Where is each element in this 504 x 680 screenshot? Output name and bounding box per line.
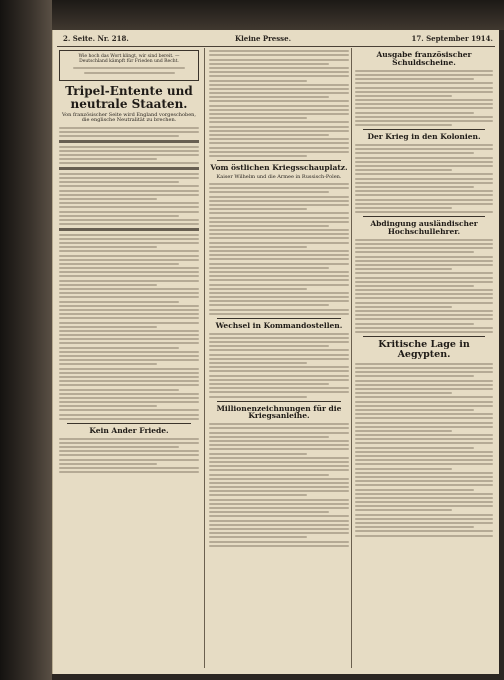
headline-oestlicher-kriegsschauplatz: Vom östlichen Kriegsschauplatz. [210,162,348,172]
article-body-7 [355,70,493,126]
subhead-kaiser-wilhelm: Kaiser Wilhelm und die Armee in Russisch-Polen. [216,173,342,180]
headline-aegypten: Kritische Lage in Aegypten. [378,338,470,360]
article-body-10 [355,363,493,537]
poem-box [59,50,199,81]
headline-millionenzeichnungen: Millionenzeichnungen für die Kriegsanleihe. [216,403,342,421]
article-body-5 [209,333,349,398]
column-2 [209,48,349,668]
paper-title: Kleine Presse. [235,34,292,43]
poem-box-text: Wie hoch das Wort klingt, wir sind bereit. — Deutschland kämpft für Frieden und Recht. [78,54,180,64]
article-body-4 [209,183,349,315]
masthead-rule [57,46,495,47]
article-body-8 [355,144,493,213]
article-body-6 [209,423,349,546]
article-body-2 [59,438,199,474]
scan-top-edge [52,0,504,30]
article-body-9 [355,239,493,333]
column-rule-2 [351,48,352,668]
column-1 [59,48,199,668]
headline-tripel-entente: Tripel-Entente und neutrale Staaten. [65,84,193,111]
issue-date: 17. September 1914. [411,34,493,43]
subhead-tripel-entente: Von französischer Seite wird England vorgeschoben, die englische Neutralität zu brechen. [62,112,196,124]
scan-binding-edge [0,0,52,680]
headline-hochschullehrer: Abdingung ausländischer Hochschullehrer. [370,219,478,236]
newspaper-page [52,30,499,674]
column-3 [355,48,493,668]
masthead [59,34,493,46]
headline-kein-ander-friede: Kein Ander Friede. [89,425,169,435]
article-body-3 [209,50,349,157]
article-body-1 [59,127,199,420]
page-number: 2. Seite. Nr. 218. [63,34,129,43]
column-rule-1 [204,48,205,668]
headline-wechsel-kommandostellen: Wechsel in Kommandostellen. [215,320,343,330]
headline-krieg-kolonien: Der Krieg in den Kolonien. [367,132,481,142]
headline-schuldscheine: Ausgabe französischer Schuldscheine. [376,50,472,67]
